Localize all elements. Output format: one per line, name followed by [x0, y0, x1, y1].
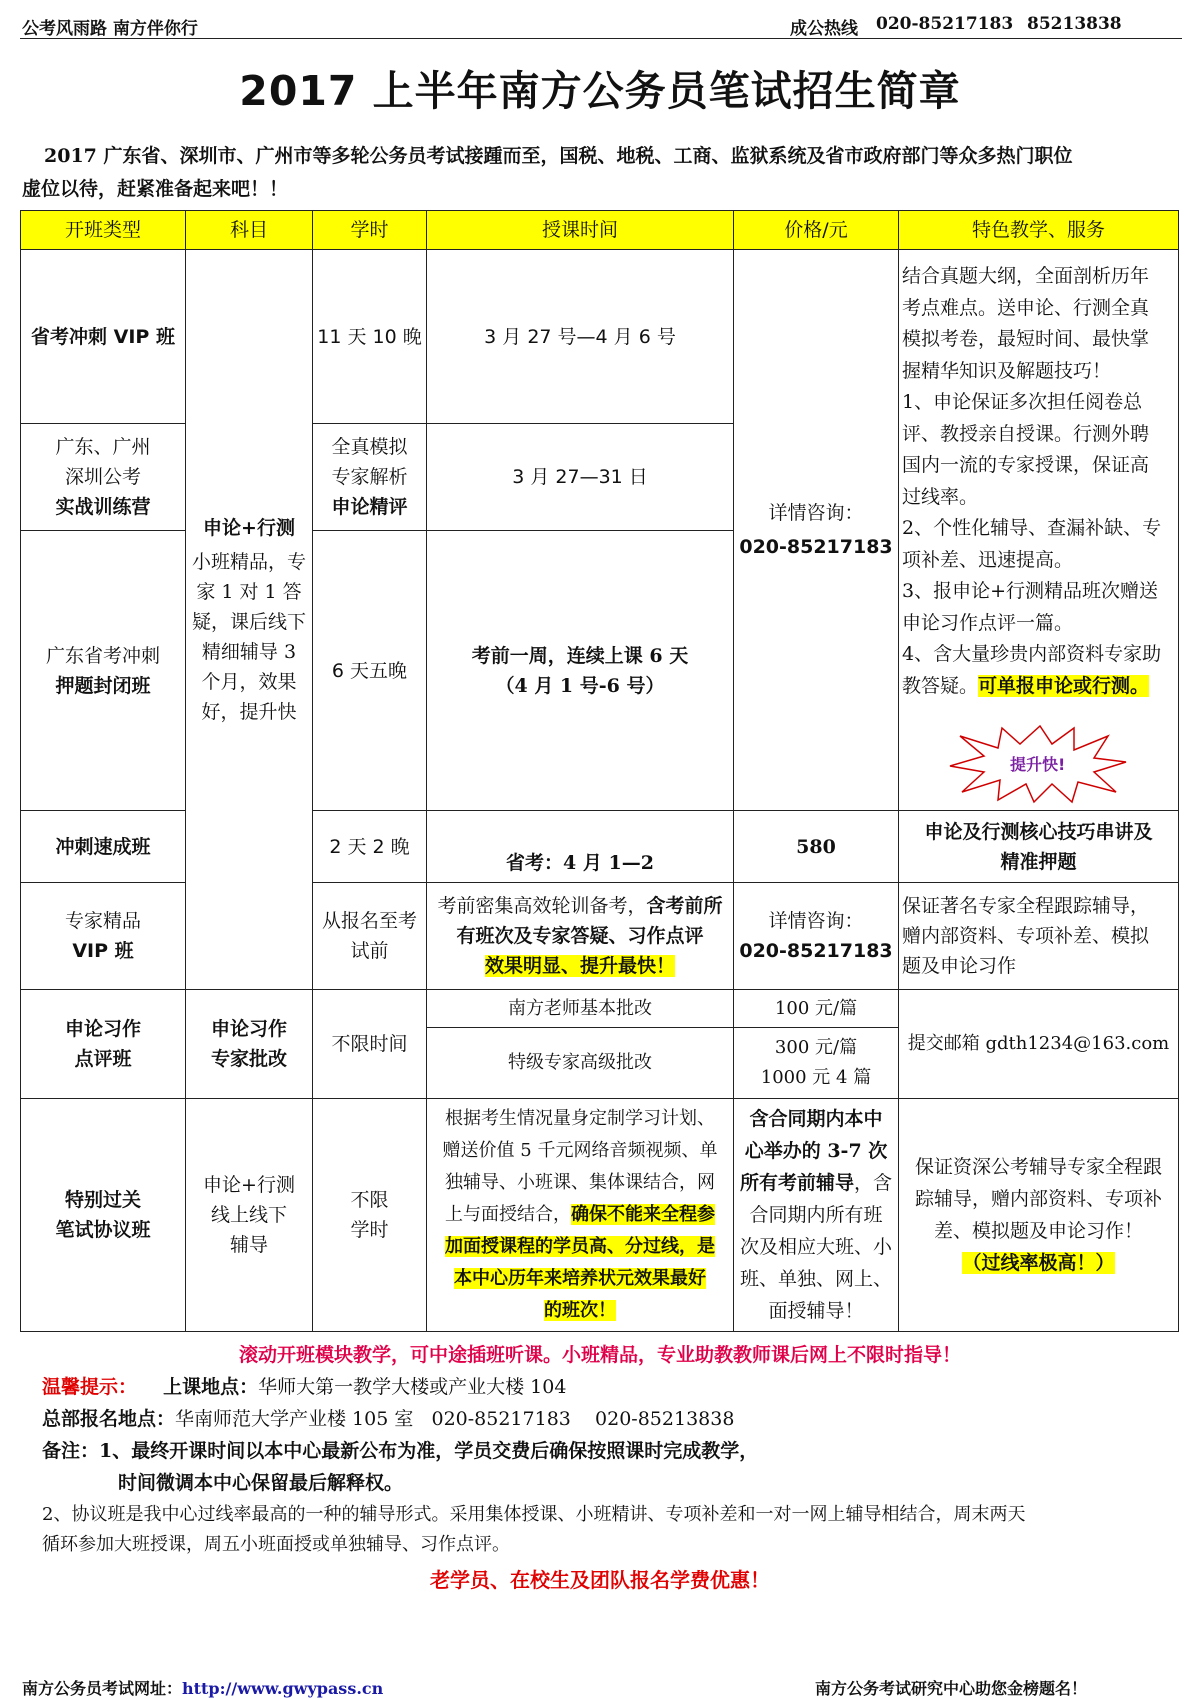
- row-agreement-subject: [185, 1098, 313, 1332]
- row-agreement-feature-line: 差、模拟题及申论习作！: [933, 1220, 1143, 1242]
- row-agreement-price-line3b: ，含: [854, 1172, 893, 1194]
- row-vip-time: 3 月 27 号—4 月 6 号: [426, 249, 734, 424]
- price-merged-label: 详情咨询：: [768, 502, 864, 524]
- th-hours: 学时: [312, 210, 427, 250]
- row-closed-time: [426, 530, 734, 811]
- row-agreement-price-rest: 次及相应大班、小: [739, 1236, 892, 1258]
- hq-line: [42, 1404, 734, 1431]
- row-essay-price-b-line1: 300 元/篇: [774, 1037, 858, 1058]
- row-agreement-time-line: 根据考生情况量身定制学习计划、: [445, 1108, 715, 1129]
- feature-line: 国内一流的专家授课，保证高: [902, 454, 1150, 476]
- row-agreement-price: [733, 1098, 899, 1332]
- row-essay-type: [20, 989, 186, 1099]
- row-vip-hours: 11 天 10 晚: [312, 249, 427, 424]
- subject-merged-line: 家 1 对 1 答: [196, 580, 302, 603]
- row-agreement-type-line1: 特别过关: [64, 1189, 141, 1211]
- row-expert-feature-line1: 保证著名专家全程跟踪辅导，: [902, 895, 1150, 917]
- subject-merged-line: 疑，课后线下: [191, 610, 306, 633]
- row-camp-type: [20, 423, 186, 531]
- location-value: 华师大第一教学大楼或产业大楼 104: [258, 1376, 567, 1398]
- row-essay-time-b: 特级专家高级批改: [426, 1027, 734, 1099]
- remark-2b: 循环参加大班授课，周五小班面授或单独辅导、习作点评。: [42, 1534, 510, 1555]
- header-hotline-1: 020-85217183: [876, 14, 1014, 34]
- row-essay-price-a: 100 元/篇: [733, 989, 899, 1028]
- remark-2a: 2、协议班是我中心过线率最高的一种的辅导形式。采用集体授课、小班精讲、专项补差和一对一网上辅导相结合，周末两天: [42, 1504, 1026, 1525]
- feature-line: 结合真题大纲，全面剖析历年: [902, 265, 1150, 287]
- row-agreement-price-rest: 面授辅导！: [768, 1300, 864, 1322]
- row-essay-subject: [185, 989, 313, 1099]
- intro-year: 2017: [44, 145, 97, 167]
- th-class-type: 开班类型: [20, 210, 186, 250]
- row-expert-time-line2: 有班次及专家答疑、习作点评: [456, 925, 704, 947]
- discount-notice: 老学员、在校生及团队报名学费优惠！: [430, 1568, 770, 1592]
- row-expert-type: [20, 882, 186, 990]
- header-hotline-2: 85213838: [1027, 14, 1122, 34]
- row-essay-price-b-line2: 1000 元 4 篇: [760, 1067, 872, 1088]
- row-expert-price-phone: 020-85217183: [739, 940, 893, 962]
- row-expert-time-line1b: 含考前所: [646, 895, 723, 917]
- row-expert-price: [733, 882, 899, 990]
- row-agreement-time-line4a: 上与面授结合，: [445, 1204, 571, 1225]
- row-sprint-price: 580: [733, 810, 899, 883]
- row-closed-type-line1: 广东省考冲刺: [45, 644, 160, 667]
- row-essay-subject-line2: 专家批改: [210, 1048, 287, 1070]
- row-expert-hours: [312, 882, 427, 990]
- feature-line: 申论习作点评一篇。: [902, 611, 1074, 634]
- intro-line2: 虚位以待，赶紧准备起来吧！！: [22, 178, 289, 200]
- row-agreement-price-rest: 班、单独、网上、: [739, 1268, 892, 1290]
- row-camp-type-line3: 实战训练营: [55, 496, 151, 518]
- row-sprint-feature-line2: 精准押题: [1000, 850, 1077, 873]
- row-vip-type: 省考冲刺 VIP 班: [20, 249, 186, 424]
- row-agreement-feature-line: 保证资深公考辅导专家全程跟: [914, 1156, 1162, 1178]
- row-camp-type-line2: 深圳公考: [64, 466, 141, 488]
- feature-line: 2、个性化辅导、查漏补缺、专: [902, 517, 1162, 539]
- row-agreement-hours: [312, 1098, 427, 1332]
- row-sprint-type: 冲刺速成班: [20, 810, 186, 883]
- row-closed-time-line2: （4 月 1 号-6 号）: [495, 674, 665, 697]
- header-slogan: 公考风雨路 南方伴你行: [22, 19, 198, 39]
- row-closed-type-line2: 押题封闭班: [55, 674, 151, 697]
- row-agreement-time: [426, 1098, 734, 1332]
- row-expert-type-line1: 专家精品: [64, 910, 141, 932]
- remark-1b: 时间微调本中心保留最后解释权。: [118, 1472, 404, 1494]
- row-expert-type-line2: VIP 班: [72, 940, 134, 962]
- row-camp-hours: [312, 423, 427, 531]
- row-essay-hours: 不限时间: [312, 989, 427, 1099]
- row-expert-price-label: 详情咨询：: [768, 910, 864, 932]
- row-agreement-price-rest: 合同期内所有班: [749, 1204, 883, 1226]
- row-closed-type: [20, 530, 186, 811]
- row-expert-time-line1: 考前密集高效轮训备考，: [437, 895, 647, 917]
- feature-line: 考点难点。送申论、行测全真: [902, 296, 1150, 319]
- feature-line: 项补差、迅速提高。: [902, 548, 1074, 571]
- remark-label: 备注：: [42, 1440, 100, 1462]
- subject-merged-line: 个月，效果: [201, 670, 297, 693]
- intro-line1: 广东省、深圳市、广州市等多轮公务员考试接踵而至，国税、地税、工商、监狱系统及省市政府部门等众多热门职位: [103, 145, 1073, 167]
- feature-line: 教答疑。: [902, 674, 979, 697]
- feature-line: 评、教授亲自授课。行测外聘: [902, 422, 1150, 445]
- footer-slogan: 南方公务考试研究中心助您金榜题名！: [815, 1679, 1088, 1698]
- subject-merged: [185, 249, 313, 990]
- hq-label: 总部报名地点：: [42, 1408, 176, 1430]
- th-schedule: 授课时间: [426, 210, 734, 250]
- row-agreement-time-line4b: 确保不能来全程参: [571, 1204, 715, 1225]
- row-essay-price-b: [733, 1027, 899, 1099]
- feature-line: 握精华知识及解题技巧！: [902, 359, 1112, 382]
- row-agreement-time-hl: 加面授课程的学员高、分过线，是: [445, 1236, 715, 1257]
- row-expert-feature-line2: 赠内部资料、专项补差、模拟: [902, 925, 1150, 947]
- row-essay-time-a: 南方老师基本批改: [426, 989, 734, 1028]
- row-agreement-price-line2: 心举办的 3-7 次: [744, 1140, 888, 1162]
- row-essay-type-line2: 点评班: [74, 1048, 132, 1070]
- feature-highlight: 可单报申论或行测。: [978, 674, 1150, 697]
- row-closed-time-line1: 考前一周，连续上课 6 天: [471, 644, 689, 667]
- row-expert-feature-line3: 题及申论习作: [902, 955, 1017, 977]
- row-essay-feature: 提交邮箱 gdth1234@163.com: [898, 989, 1179, 1099]
- th-price: 价格/元: [733, 210, 899, 250]
- intro-paragraph: [22, 140, 1182, 206]
- row-sprint-feature: [898, 810, 1179, 883]
- row-agreement-subject-line1: 申论+行测: [203, 1174, 295, 1196]
- row-camp-hours-line1: 全真模拟: [331, 436, 408, 458]
- row-camp-type-line1: 广东、广州: [55, 436, 151, 458]
- th-subject: 科目: [185, 210, 313, 250]
- row-essay-type-line1: 申论习作: [64, 1018, 141, 1040]
- row-expert-time-line3: 效果明显、提升最快！: [484, 955, 675, 977]
- row-agreement-time-line: 独辅导、小班课、集体课结合，网: [445, 1172, 715, 1193]
- remark-line1: [42, 1436, 758, 1463]
- row-expert-time: [426, 882, 734, 990]
- tip-line: [42, 1372, 566, 1399]
- footer-website-link[interactable]: http://www.gwypass.cn: [182, 1679, 384, 1698]
- row-agreement-time-line: 赠送价值 5 千元网络音频视频、单: [442, 1140, 718, 1161]
- row-sprint-feature-line1: 申论及行测核心技巧串讲及: [924, 820, 1153, 843]
- remark-1: 1、最终开课时间以本中心最新公布为准，学员交费后确保按照课时完成教学，: [99, 1440, 759, 1462]
- row-agreement-type-line2: 笔试协议班: [55, 1219, 151, 1241]
- row-agreement-feature-highlight: （过线率极高！）: [962, 1252, 1115, 1274]
- subject-merged-line: 小班精品，专: [191, 550, 306, 573]
- row-expert-hours-line2: 试前: [350, 940, 389, 962]
- feature-line: 4、含大量珍贵内部资料专家助: [902, 643, 1162, 665]
- row-expert-feature: [898, 882, 1179, 990]
- subject-merged-line: 好，提升快: [201, 700, 297, 723]
- row-agreement-subject-line3: 辅导: [229, 1234, 268, 1256]
- rolling-notice: 滚动开班模块教学，可中途插班听课。小班精品，专业助教教师课后网上不限时指导！: [238, 1344, 961, 1366]
- row-agreement-hours-line2: 学时: [350, 1219, 389, 1241]
- feature-line: 1、申论保证多次担任阅卷总: [902, 391, 1143, 413]
- row-agreement-time-hl: 本中心历年来培养状元效果最好: [454, 1268, 706, 1289]
- header-divider: [20, 38, 1182, 39]
- feature-line: 模拟考卷，最短时间、最快掌: [902, 328, 1150, 350]
- location-label: 上课地点：: [163, 1376, 259, 1398]
- page-title: 2017 上半年南方公务员笔试招生简章: [239, 67, 961, 115]
- burst-label: 提升快!: [1010, 755, 1066, 774]
- subject-merged-title: 申论+行测: [203, 516, 295, 539]
- row-agreement-time-hl: 的班次！: [544, 1300, 616, 1321]
- subject-merged-line: 精细辅导 3: [201, 640, 297, 663]
- row-agreement-hours-line1: 不限: [350, 1189, 389, 1211]
- row-agreement-type: [20, 1098, 186, 1332]
- tip-label: 温馨提示：: [42, 1376, 138, 1398]
- row-agreement-feature-line: 踪辅导，赠内部资料、专项补: [914, 1188, 1162, 1210]
- row-camp-hours-line2: 专家解析: [331, 466, 408, 488]
- row-essay-subject-line1: 申论习作: [210, 1018, 287, 1040]
- feature-line: 过线率。: [902, 485, 979, 508]
- footer-website-label: 南方公务员考试网址：: [22, 1679, 183, 1698]
- row-sprint-time: 省考：4 月 1—2: [426, 810, 734, 883]
- th-features: 特色教学、服务: [898, 210, 1179, 250]
- price-merged: [733, 249, 899, 811]
- row-agreement-subject-line2: 线上线下: [210, 1204, 287, 1226]
- header-hotline-label: 成公热线: [790, 19, 858, 39]
- price-merged-phone: 020-85217183: [739, 536, 893, 558]
- row-closed-hours: 6 天五晚: [312, 530, 427, 811]
- hq-value: 华南师范大学产业楼 105 室 020-85217183 020-85213838: [175, 1408, 735, 1430]
- row-agreement-price-line1: 含合同期内本中: [749, 1108, 883, 1130]
- row-camp-time: 3 月 27—31 日: [426, 423, 734, 531]
- feature-line: 3、报申论+行测精品班次赠送: [902, 580, 1159, 602]
- row-expert-hours-line1: 从报名至考: [321, 910, 417, 932]
- row-camp-hours-line3: 申论精评: [331, 496, 408, 518]
- row-agreement-price-line3a: 所有考前辅导: [739, 1172, 854, 1194]
- row-sprint-hours: 2 天 2 晚: [312, 810, 427, 883]
- row-agreement-feature: [898, 1098, 1179, 1332]
